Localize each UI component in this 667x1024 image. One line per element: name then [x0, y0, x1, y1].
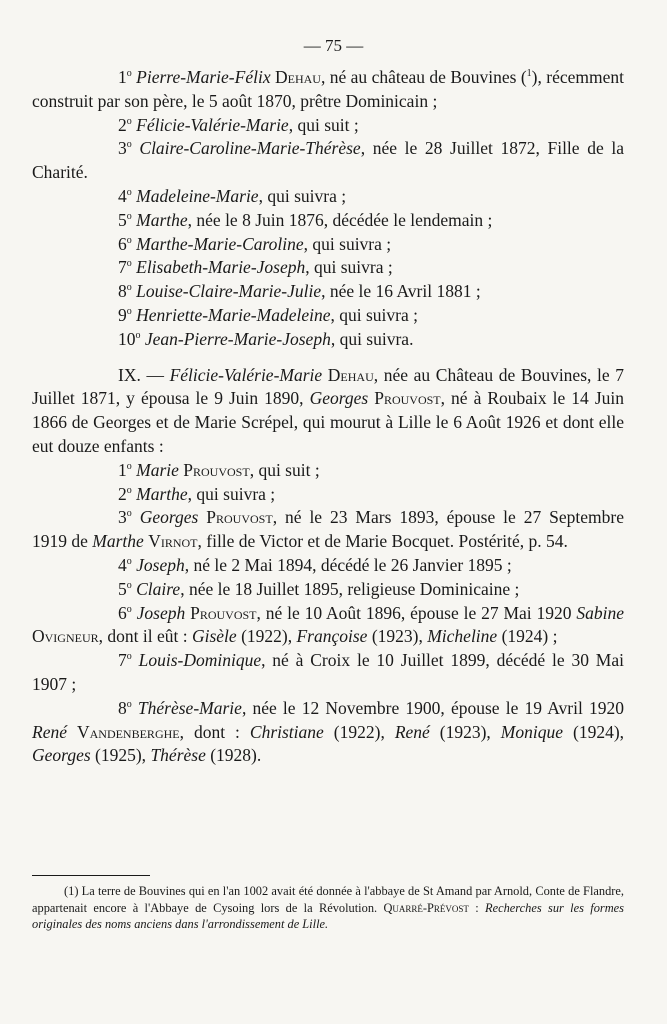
- birth-year: (1925),: [90, 745, 151, 766]
- entry-text: , née le 12 Novembre 1900, épouse le 19 Avril 1920: [241, 697, 624, 718]
- ordinal-mark: o: [126, 603, 132, 615]
- person-name: Thérèse-Marie: [137, 697, 242, 718]
- person-name: Marthe-Marie-Caroline: [136, 233, 304, 254]
- child-entry: [32, 459, 624, 483]
- paragraph-text: , né à Roubaix le 14 Juin 1866 de Georges et de Marie Scrépel, qui mourut à Lille le 6 Août 1926 et dont elle eut douze enfants :: [32, 388, 624, 456]
- ordinal-mark: o: [126, 651, 132, 663]
- person-name: Louise-Claire-Marie-Julie: [136, 281, 322, 302]
- grandchild-name: Christiane: [249, 721, 324, 742]
- entry-number: 1: [118, 459, 127, 480]
- person-name: Henriette-Marie-Madeleine: [136, 304, 331, 325]
- entry-text: , née le 28 Juillet 1872, Fille de la Charité.: [32, 138, 624, 183]
- surname: Prouvost: [206, 507, 273, 528]
- ordinal-mark: o: [135, 329, 141, 341]
- children-list-prouvost: [32, 459, 624, 768]
- entry-number: 4: [118, 185, 127, 206]
- birth-year: (1924),: [563, 721, 625, 742]
- child-entry: [32, 483, 624, 507]
- entry-text: , fille de Victor et de Marie Bocquet. Postérité, p. 54.: [197, 531, 568, 552]
- birth-year: (1922),: [236, 626, 297, 647]
- grandchild-name: Françoise: [296, 626, 368, 647]
- ordinal-mark: o: [126, 508, 132, 520]
- entry-number: 7: [118, 257, 127, 278]
- child-entry: [32, 578, 624, 602]
- entry-text: , dont :: [179, 721, 250, 742]
- grandchild-name: René: [394, 721, 430, 742]
- entry-text: , né le 2 Mai 1894, décédé le 26 Janvier 1895 ;: [184, 554, 512, 575]
- spouse-name: Georges: [309, 388, 369, 409]
- person-name: Joseph: [136, 602, 186, 623]
- entry-number: 10: [118, 328, 136, 349]
- person-name: Marthe: [136, 483, 188, 504]
- page-body: [32, 66, 624, 768]
- footnote-body: La terre de Bouvines qui en l'an 1002 avait été donnée à l'abbaye de St Amand par Arnold, Conte de Flandre, appartenait encore à l'Abbaye de Cysoing lors de la Révolution.: [32, 884, 624, 915]
- surname: Dehau: [327, 364, 374, 385]
- entry-number: 6: [118, 602, 127, 623]
- child-entry: [32, 280, 624, 304]
- entry-text: , qui suivra ;: [258, 185, 347, 206]
- person-name: Félicie-Valérie-Marie: [136, 114, 289, 135]
- spouse-surname: Ovigneur: [32, 626, 99, 647]
- child-entry: [32, 233, 624, 257]
- ordinal-mark: o: [126, 258, 132, 270]
- footnote-ref: 1: [526, 68, 532, 80]
- person-name: Claire: [136, 578, 181, 599]
- spouse-name: Marthe: [92, 531, 144, 552]
- entry-number: 4: [118, 554, 127, 575]
- entry-text: , né au château de Bouvines (: [320, 67, 527, 87]
- spouse-surname: Virnot: [148, 531, 198, 552]
- spouse-name: Sabine: [576, 602, 625, 623]
- spouse-surname: Prouvost: [374, 388, 441, 409]
- entry-text: , qui suivra.: [330, 328, 414, 349]
- ordinal-mark: o: [126, 68, 132, 80]
- entry-number: 3: [118, 138, 127, 159]
- surname: Dehau: [275, 67, 321, 87]
- entry-number: 6: [118, 233, 127, 254]
- entry-text: , née le 18 Juillet 1895, religieuse Dominicaine ;: [180, 578, 520, 599]
- child-entry: [32, 506, 624, 554]
- birth-year: (1923),: [429, 721, 501, 742]
- ordinal-mark: o: [126, 579, 132, 591]
- person-name: Marie: [136, 459, 179, 480]
- child-entry: [32, 66, 624, 114]
- footnote-rule: [32, 875, 150, 876]
- grandchild-name: Micheline: [427, 626, 498, 647]
- child-entry: [32, 602, 624, 650]
- person-name: Georges: [139, 507, 199, 528]
- ordinal-mark: o: [126, 484, 132, 496]
- section-heading: IX. —: [118, 364, 170, 385]
- entry-number: 1: [118, 67, 127, 87]
- person-name: Claire-Caroline-Marie-Thérèse: [139, 138, 361, 159]
- footnote-author: Quarré-Prévost: [383, 900, 469, 915]
- footnote-colon: :: [468, 900, 486, 915]
- ordinal-mark: o: [126, 306, 132, 318]
- entry-number: 5: [118, 578, 127, 599]
- birth-year: (1923),: [367, 626, 428, 647]
- entry-text: , né le 10 Août 1896, épouse le 27 Mai 1920: [256, 602, 577, 623]
- page-number: — 75 —: [303, 36, 364, 55]
- entry-text: , qui suit ;: [249, 459, 320, 480]
- spouse-surname: Vandenberghe: [76, 721, 180, 742]
- person-name: Jean-Pierre-Marie-Joseph: [144, 328, 331, 349]
- entry-text: , dont il eût :: [98, 626, 192, 647]
- entry-number: 7: [118, 650, 127, 671]
- footnote-marker: (1): [64, 884, 82, 898]
- child-entry: [32, 185, 624, 209]
- grandchild-name: Gisèle: [191, 626, 237, 647]
- entry-number: 2: [118, 483, 127, 504]
- child-entry: [32, 649, 624, 697]
- entry-text: , née le 16 Avril 1881 ;: [321, 281, 481, 302]
- person-name: Madeleine-Marie: [136, 185, 259, 206]
- spouse-name: René: [32, 721, 67, 742]
- child-entry: [32, 328, 624, 352]
- entry-text: , qui suivra ;: [187, 483, 276, 504]
- grandchild-name: Monique: [500, 721, 564, 742]
- person-name: Joseph: [136, 554, 185, 575]
- child-entry: [32, 209, 624, 233]
- footnote-text: [32, 883, 624, 933]
- entry-number: 5: [118, 209, 127, 230]
- entry-number: 3: [118, 507, 127, 528]
- entry-number: 8: [118, 697, 127, 718]
- entry-text: , qui suit ;: [288, 114, 359, 135]
- surname: Prouvost: [190, 602, 257, 623]
- entry-text: , qui suivra ;: [303, 233, 392, 254]
- section-ix-paragraph: [32, 364, 624, 459]
- entry-text: ), récemment construit par son père, le 5 août 1870, prêtre Dominicain ;: [32, 67, 625, 111]
- ordinal-mark: o: [126, 698, 132, 710]
- footnote-title: Recherches sur les formes originales des noms anciens dans l'arrondissement de Lille.: [32, 900, 624, 931]
- entry-number: 8: [118, 281, 127, 302]
- entry-number: 9: [118, 304, 127, 325]
- child-entry: [32, 304, 624, 328]
- footnote: [32, 883, 624, 933]
- entry-text: , née le 8 Juin 1876, décédée le lendemain ;: [187, 209, 493, 230]
- surname: Prouvost: [183, 459, 250, 480]
- child-entry: [32, 137, 624, 185]
- entry-text: , né le 23 Mars 1893, épouse le 27 Septembre 1919 de: [32, 507, 624, 552]
- ordinal-mark: o: [126, 556, 132, 568]
- grandchild-name: Georges: [32, 745, 91, 766]
- ordinal-mark: o: [126, 115, 132, 127]
- birth-year: (1924) ;: [497, 626, 558, 647]
- ordinal-mark: o: [126, 282, 132, 294]
- child-entry: [32, 697, 624, 768]
- entry-text: , qui suivra ;: [330, 304, 418, 325]
- birth-year: (1922),: [323, 721, 395, 742]
- ordinal-mark: o: [126, 210, 132, 222]
- person-name: Pierre-Marie-Félix: [136, 67, 271, 87]
- person-name: Marthe: [136, 209, 188, 230]
- entry-text: , qui suivra ;: [305, 257, 393, 278]
- person-name: Félicie-Valérie-Marie: [169, 364, 323, 385]
- paragraph-text: , née au Château de Bouvines, le 7 Juillet 1871, y épousa le 9 Juin 1890,: [32, 364, 625, 409]
- ordinal-mark: o: [126, 187, 132, 199]
- children-list-dehau: [32, 66, 624, 352]
- child-entry: [32, 256, 624, 280]
- ordinal-mark: o: [126, 139, 132, 151]
- person-name: Elisabeth-Marie-Joseph: [136, 257, 306, 278]
- birth-year: (1928).: [205, 745, 262, 766]
- entry-text: , né à Croix le 10 Juillet 1899, décédé le 30 Mai 1907 ;: [32, 650, 624, 694]
- grandchild-name: Thérèse: [150, 745, 206, 766]
- ordinal-mark: o: [126, 460, 132, 472]
- person-name: Louis-Dominique: [138, 650, 262, 671]
- child-entry: [32, 114, 624, 138]
- ordinal-mark: o: [126, 234, 132, 246]
- entry-number: 2: [118, 114, 127, 135]
- child-entry: [32, 554, 624, 578]
